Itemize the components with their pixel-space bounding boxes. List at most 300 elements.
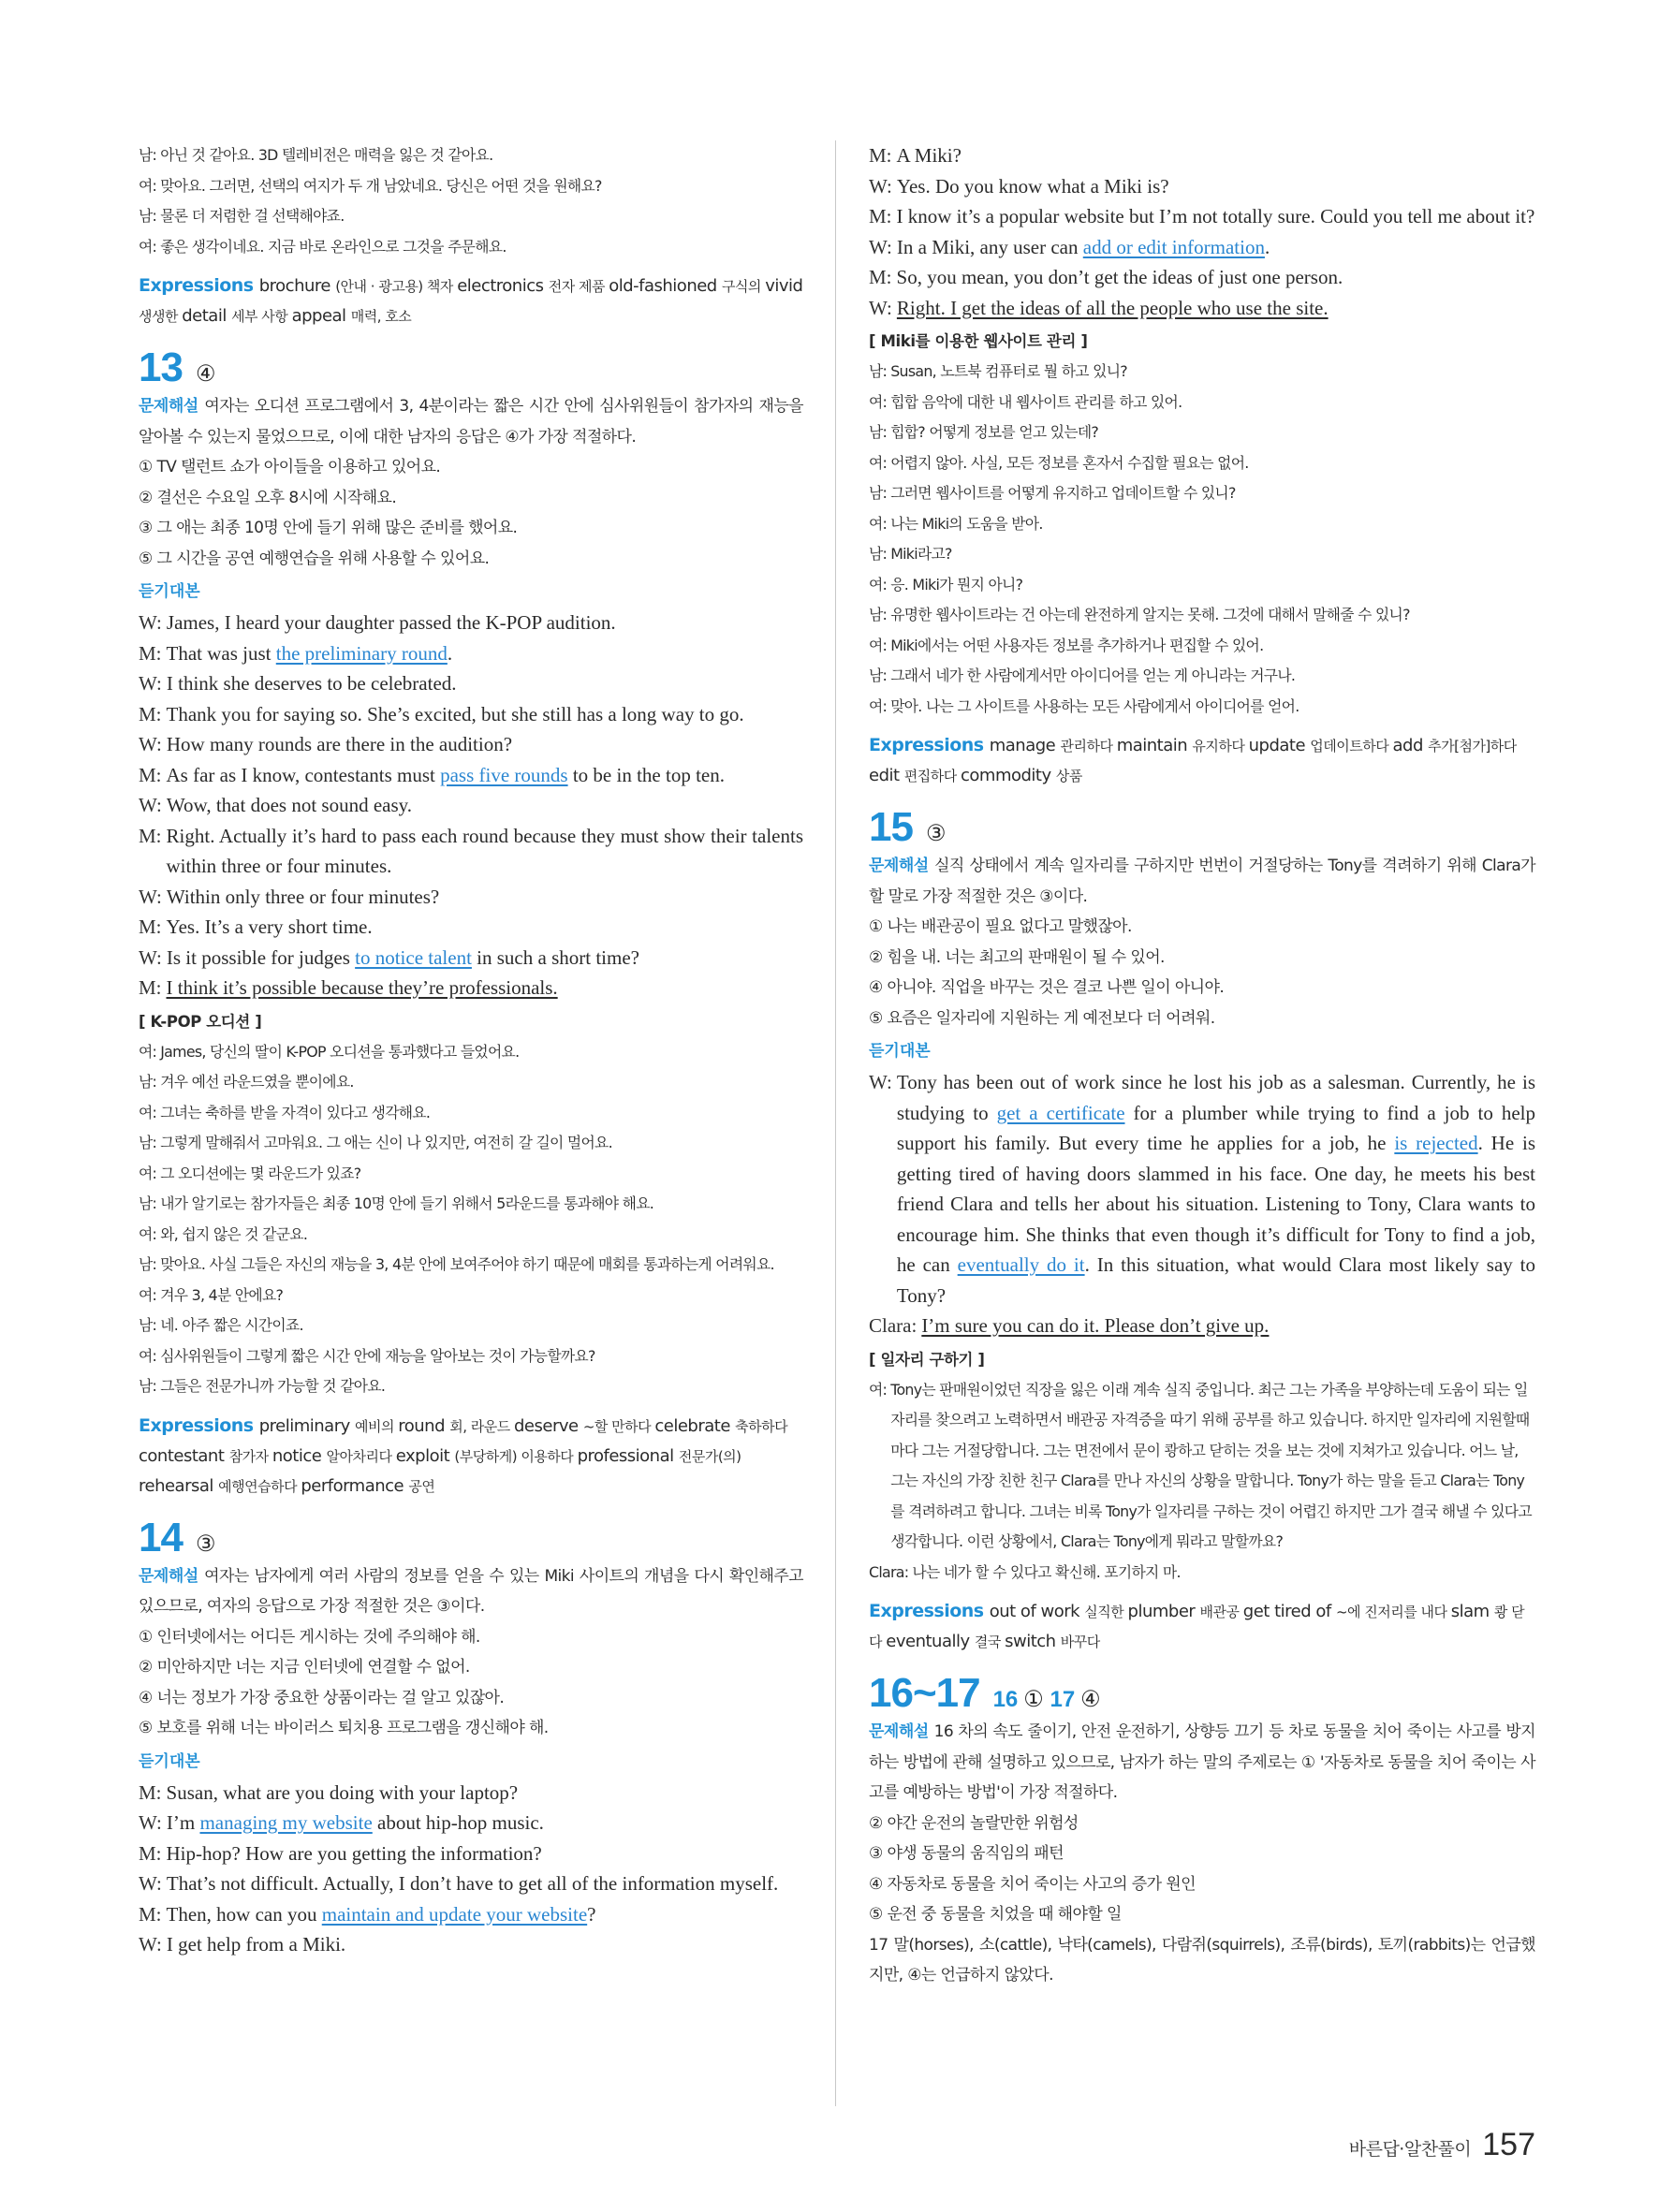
translation-line (139, 1371, 803, 1402)
speaker-label: W: (869, 174, 892, 198)
script-line (139, 882, 803, 913)
speaker-label: 여: (869, 636, 888, 654)
speaker-label: 남: (139, 1377, 157, 1395)
question-number: 14 (139, 1514, 183, 1560)
speaker-label: W: (139, 885, 162, 908)
explanation-text: 차의 속도 줄이기, 안전 운전하기, 상향등 끄기 등 차로 동물을 치어 죽이는 사고를 방지하는 방법에 관해 설명하고 있으므로, 남자가 하는 말의 주제로는 ① '자동차로 동물을 치어 죽이는 사고를 예방하는 방법'이 가장 적절하다. (869, 1722, 1535, 1802)
script-line (869, 1311, 1535, 1341)
left-column (139, 140, 803, 1960)
expression-meaning: 예행연습하다 (218, 1477, 301, 1495)
expression-meaning: (안내 · 광고용) 책자 (335, 278, 458, 295)
key-phrase: add or edit information (1082, 235, 1265, 258)
question-heading (869, 1670, 1535, 1717)
translation-line (869, 509, 1535, 540)
explanation-17 (869, 1930, 1535, 1991)
text-run: Hip-hop? How are you getting the information? (166, 1841, 542, 1865)
column-divider (835, 140, 836, 2106)
translation-line (139, 140, 803, 171)
speaker-label: W: (139, 945, 162, 969)
expressions-label: Expressions (869, 1601, 990, 1621)
expression-word: edit (869, 766, 904, 785)
speaker-label: 여: (139, 237, 157, 256)
expression-meaning: 참가자 (228, 1447, 272, 1465)
translation-line (139, 1128, 803, 1159)
script-line (139, 699, 803, 730)
line-text: Tony는 판매원이었던 직장을 잃은 이래 계속 실직 중입니다. 최근 그는 가족을 부양하는데 도움이 되는 일자리를 찾으려고 노력하면서 배관공 자격증을 따기 위해 공부를 하고 있습니다. 하지만 일자리에 지원할때마다 그는 거절당합니다. 그는 면전에서 문이 쾅하고 닫히는 것을 보는 것에 지쳐가고 있습니다. 어느 날, 그는 자신의 가장 친한 친구 Clara를 만나 자신의 상황을 말합니다. Tony가 하는 말을 듣고 Clara는 Tony를 격려하려고 합니다. 그녀는 비록 Tony가 일자리를 구하는 것이 어렵긴 하지만 그가 결국 해낼 수 있다고 생각합니다. 이런 상황에서, Clara는 Tony에게 뭐라고 말할까요? (890, 1380, 1532, 1550)
expression-word: vivid (765, 276, 803, 296)
line-text: 그래서 네가 한 사람에게서만 아이디어를 얻는 게 아니라는 거구나. (890, 667, 1296, 684)
speaker-label: M: (869, 205, 892, 227)
line-text: 그 오디션에는 몇 라운드가 있죠? (160, 1164, 361, 1182)
script-line (139, 1899, 803, 1930)
speaker-label: W: (139, 794, 162, 816)
answer: ③ (925, 821, 947, 846)
speaker-label: W: (139, 733, 162, 755)
script-line (869, 201, 1535, 232)
translation-line (869, 478, 1535, 509)
key-phrase: I think it’s possible because they’re professionals. (166, 976, 558, 999)
expressions-label: Expressions (869, 735, 990, 755)
text-run: Tony has been out of work since he lost his job as a salesman. Currently, he is studying to (896, 1071, 1535, 1124)
speaker-label: 남: (869, 362, 888, 380)
text-run: ? (587, 1902, 596, 1926)
answer-choice: ④ 자동차로 동물을 치어 죽이는 사고의 증가 원인 (869, 1874, 1196, 1894)
key-phrase: I’m sure you can do it. Please don’t give up. (921, 1314, 1270, 1337)
expression-word: plumber (1127, 1602, 1200, 1621)
answer-number: 17 (1050, 1687, 1076, 1712)
expressions-label: Expressions (139, 1414, 259, 1436)
expression-meaning: 결국 (974, 1633, 1006, 1650)
answer-choice: ⑤ 요즘은 일자리에 지원하는 게 예전보다 더 어려워. (869, 1008, 1215, 1028)
answer-number: 16 (992, 1687, 1019, 1712)
expression-meaning: 유지하다 (1192, 738, 1249, 754)
script-label: 듣기대본 (139, 582, 200, 601)
line-text (162, 973, 803, 1003)
script-line (139, 1778, 803, 1809)
translation-line (139, 1067, 803, 1098)
script-line (139, 1868, 803, 1899)
answer-choice: ① 나는 배관공이 필요 없다고 말했잖아. (869, 917, 1132, 936)
text-run: Wow, that does not sound easy. (166, 794, 413, 816)
answer-choice: ⑤ 운전 중 동물을 치었을 때 해야할 일 (869, 1905, 1122, 1924)
script-line (139, 973, 803, 1003)
key-phrase: eventually do it (957, 1253, 1085, 1276)
expression-meaning: 관리하다 (1060, 738, 1117, 754)
speaker-label: M: (139, 916, 162, 938)
explanation-number: 16 (933, 1722, 959, 1741)
translation-line (869, 448, 1535, 479)
translation-line (869, 417, 1535, 448)
script-line (869, 262, 1535, 293)
key-phrase: to notice talent (355, 945, 472, 969)
speaker-label: 남: (869, 423, 888, 441)
expression-word: notice (272, 1445, 327, 1466)
line-text (162, 699, 803, 730)
explanation-label: 문제해설 (139, 1566, 205, 1586)
text-run: Yes. Do you know what a Miki is? (896, 174, 1169, 198)
expression-word: update (1248, 736, 1311, 755)
text-run: Yes. It’s a very short time. (166, 916, 373, 938)
script-line (139, 1808, 803, 1838)
translation-line (869, 692, 1535, 723)
speaker-label: 남: (869, 667, 888, 684)
speaker-label: M: (139, 1780, 162, 1804)
explanation-label: 문제해설 (869, 1722, 934, 1741)
line-text (162, 912, 803, 943)
answer-choice: ④ 너는 정보가 가장 중요한 상품이라는 걸 알고 있잖아. (139, 1688, 505, 1707)
line-text: 심사위원들이 그렇게 짧은 시간 안에 재능을 알아보는 것이 가능할까요? (160, 1346, 595, 1365)
line-text: 응. Miki가 뭔지 아니? (890, 575, 1023, 593)
translation-line (869, 388, 1535, 418)
line-text: 겨우 예선 라운드였을 뿐이에요. (160, 1073, 354, 1091)
speaker-label: W: (869, 1071, 892, 1093)
expression-word: eventually (886, 1632, 975, 1651)
speaker-label: Clara: (869, 1562, 909, 1581)
line-text (162, 1929, 803, 1960)
answer-choice: ④ 아니야. 직업을 바꾸는 것은 결코 나쁜 일이 아니야. (869, 978, 1225, 997)
line-text: Susan, 노트북 컴퓨터로 뭘 하고 있니? (890, 362, 1127, 380)
speaker-label: 남: (139, 1194, 157, 1212)
text-run: Susan, what are you doing with your laptop? (166, 1780, 519, 1804)
speaker-label: 여: (869, 392, 888, 411)
speaker-label: 여: (869, 514, 888, 533)
speaker-label: 여: (869, 1380, 888, 1399)
expression-meaning: 생생한 (139, 308, 183, 325)
line-text: 그녀는 축하를 받을 자격이 있다고 생각해요. (160, 1103, 431, 1121)
translation-line (869, 570, 1535, 601)
translation-line (869, 1558, 1535, 1589)
line-text: 물론 더 저렴한 걸 선택해야죠. (160, 207, 345, 225)
expression-word: add (1392, 736, 1429, 755)
expression-word: round (398, 1415, 450, 1436)
speaker-label: 남: (869, 606, 888, 623)
answer-choice: ⑤ 그 시간을 공연 예행연습을 위해 사용할 수 있어요. (139, 549, 490, 568)
line-text: Miki에서는 어떤 사용자든 정보를 추가하거나 편집할 수 있어. (890, 636, 1264, 654)
expression-meaning: 공연 (408, 1477, 435, 1495)
speaker-label: M: (139, 641, 162, 665)
key-phrase: maintain and update your website (321, 1902, 588, 1926)
answer-choice: ③ 야생 동물의 움직임의 패턴 (869, 1844, 1064, 1863)
translation-line (139, 1311, 803, 1341)
expression-meaning: 쾅 닫다 (869, 1604, 1525, 1650)
text-run: That was just (166, 641, 276, 665)
speaker-label: 남: (139, 1134, 157, 1151)
line-text (162, 638, 803, 669)
key-phrase: Right. I get the ideas of all the people who use the site. (896, 296, 1329, 319)
line-text (162, 1778, 803, 1809)
speaker-label: 남: (139, 1316, 157, 1334)
text-run: Within only three or four minutes? (166, 885, 440, 908)
line-text (162, 790, 803, 821)
translation-line (869, 600, 1535, 631)
expression-word: professional (577, 1445, 679, 1466)
line-text: 유명한 웹사이트라는 건 아는데 완전하게 알지는 못해. 그것에 대해서 말해줄 수 있니? (890, 606, 1410, 623)
script-label: 듣기대본 (139, 1751, 200, 1771)
page-number: 157 (1482, 2127, 1535, 2162)
speaker-label: 여: (139, 176, 157, 195)
line-text: 그들은 전문가니까 가능할 것 같아요. (160, 1377, 386, 1395)
footer-title: 바른답·알찬풀이 (1348, 2139, 1472, 2160)
speaker-label: W: (139, 611, 162, 634)
expression-word: manage (989, 736, 1061, 755)
expression-word: detail (182, 306, 232, 326)
speaker-label: 남: (869, 545, 888, 563)
expressions-label: Expressions (139, 275, 259, 296)
speaker-label: W: (869, 235, 892, 258)
text-run: I get help from a Miki. (166, 1933, 346, 1956)
answer-choice: ② 미안하지만 너는 지금 인터넷에 연결할 수 없어. (139, 1658, 470, 1677)
line-text: 그러면 웹사이트를 어떻게 유지하고 업데이트할 수 있니? (890, 484, 1236, 502)
key-phrase: managing my website (199, 1811, 373, 1834)
translation-line (139, 232, 803, 263)
expression-word: celebrate (654, 1415, 736, 1436)
line-text: 와, 쉽지 않은 것 같군요. (160, 1224, 308, 1243)
speaker-label: 여: (139, 1285, 157, 1304)
script-line (139, 638, 803, 669)
speaker-label: M: (139, 1841, 162, 1865)
line-text (162, 668, 803, 699)
expression-meaning: 배관공 (1199, 1604, 1243, 1620)
translation-title: [ K-POP 오디션 ] (139, 1012, 262, 1031)
speaker-label: W: (139, 672, 162, 695)
question-number: 13 (139, 344, 183, 390)
line-text (162, 1838, 803, 1869)
script-line (139, 729, 803, 760)
explanation-text: 실직 상태에서 계속 일자리를 구하지만 번번이 거절당하는 Tony를 격려하기 위해 Clara가 할 말로 가장 적절한 것은 ③이다. (869, 857, 1535, 906)
speaker-label: 여: (869, 453, 888, 472)
expression-meaning: 전문가(의) (678, 1447, 741, 1465)
line-text (162, 821, 803, 882)
line-text: 아닌 것 같아요. 3D 텔레비전은 매력을 잃은 것 같아요. (160, 146, 493, 164)
explanation-text: 말(horses), 소(cattle), 낙타(camels), 다람쥐(squirrels), 조류(birds), 토끼(rabbits)는 언급했지만, ④는 언급하지 않았다. (869, 1935, 1535, 1985)
translation-line (139, 1281, 803, 1311)
line-text (162, 608, 803, 638)
speaker-label: M: (869, 266, 892, 288)
speaker-label: M: (139, 976, 162, 999)
answer-choice: ① 인터넷에서는 어디든 게시하는 것에 주의해야 해. (139, 1627, 480, 1647)
key-phrase: pass five rounds (440, 763, 568, 786)
text-run: . He is getting tired of having doors slammed in his face. One day, he meets his best friend Clara and tells her about his situation. Listening to Tony, Clara wants to encourage him. She thinks that even though it’s difficult for Tony to find a job, he can (896, 1132, 1536, 1276)
line-text: 맞아요. 그러면, 선택의 여지가 두 개 남았네요. 당신은 어떤 것을 원해요? (160, 176, 602, 195)
speaker-label: W: (139, 1811, 162, 1834)
explanation-text: 여자는 오디션 프로그램에서 3, 4분이라는 짧은 시간 안에 심사위원들이 참가자의 재능을 알아볼 수 있는지 물었으므로, 이에 대한 남자의 응답은 ④가 가장 적절하다. (139, 397, 804, 447)
script-line (869, 293, 1535, 324)
text-run: Thank you for saying so. She’s excited, but she still has a long way to go. (166, 702, 744, 725)
script-line (139, 1929, 803, 1960)
speaker-label: 남: (139, 1073, 157, 1091)
speaker-label: 여: (139, 1103, 157, 1121)
explanation-label: 문제해설 (869, 857, 935, 875)
script-line (869, 232, 1535, 263)
answer (993, 1686, 1101, 1713)
expressions-box (139, 271, 803, 331)
translation-line (869, 631, 1535, 662)
speaker-label: 남: (139, 1255, 157, 1273)
expression-meaning: 상품 (1055, 768, 1082, 784)
expression-meaning: ~에 진저리를 내다 (1335, 1604, 1451, 1620)
explanation-number: 17 (869, 1935, 894, 1955)
answer-choice: ② 힘을 내. 너는 최고의 판매원이 될 수 있어. (869, 947, 1165, 967)
line-text (917, 1311, 1535, 1341)
line-text: 좋은 생각이네요. 지금 바로 온라인으로 그것을 주문해요. (160, 237, 507, 256)
key-phrase: the preliminary round (275, 641, 448, 665)
line-text: 나는 네가 할 수 있다고 확신해. 포기하지 마. (912, 1562, 1181, 1581)
text-run: in such a short time? (471, 945, 639, 969)
expression-meaning: 구식의 (721, 278, 766, 295)
line-text (162, 1808, 803, 1838)
speaker-label: 여: (869, 575, 888, 593)
expression-word: contestant (139, 1445, 229, 1466)
speaker-label: M: (139, 763, 162, 786)
line-text (892, 171, 1535, 202)
text-run: . (447, 641, 453, 665)
translation-line (869, 539, 1535, 570)
script-line (139, 608, 803, 638)
expression-meaning: 세부 사항 (231, 308, 292, 325)
text-run: Then, how can you (166, 1902, 322, 1926)
expression-meaning: 축하하다 (735, 1417, 788, 1435)
answer: ④ (195, 361, 216, 387)
answer-choice: ⑤ 보호를 위해 너는 바이러스 퇴치용 프로그램을 갱신해야 해. (139, 1719, 549, 1737)
page-footer (1349, 2127, 1535, 2163)
translation-line (139, 1159, 803, 1190)
question-number: 16~17 (869, 1670, 980, 1716)
expression-meaning: 전자 제품 (548, 278, 609, 295)
answer-value: ④ (1080, 1687, 1101, 1712)
expression-meaning: 예비의 (355, 1417, 399, 1435)
expression-meaning: 매력, 호소 (350, 308, 412, 325)
question-heading (139, 344, 803, 391)
text-run: James, I heard your daughter passed the K-POP audition. (166, 611, 616, 634)
speaker-label: 여: (139, 1346, 157, 1365)
script-line (869, 171, 1535, 202)
speaker-label: Clara: (869, 1314, 918, 1337)
line-text (162, 760, 803, 791)
expression-word: get tired of (1242, 1602, 1336, 1621)
line-text: 힙합? 어떻게 정보를 얻고 있는데? (890, 423, 1099, 441)
line-text: 맞아요. 사실 그들은 자신의 재능을 3, 4분 안에 보여주어야 하기 때문에 매회를 통과하는게 어려워요. (160, 1255, 774, 1273)
translation-line (869, 1375, 1535, 1558)
translation-line (869, 661, 1535, 692)
expression-word: switch (1005, 1632, 1061, 1651)
expression-meaning: 회, 라운드 (449, 1417, 514, 1435)
line-text: 그렇게 말해줘서 고마워요. 그 애는 신이 나 있지만, 여전히 갈 길이 멀어요. (160, 1134, 612, 1151)
speaker-label: M: (139, 702, 162, 725)
translation-line (139, 1098, 803, 1129)
speaker-label: W: (139, 1872, 162, 1895)
line-text: Miki라고? (890, 545, 952, 563)
answer-choice: ② 결선은 수요일 오후 8시에 시작해요. (139, 488, 397, 507)
expressions-box (869, 731, 1535, 791)
answer-value: ① (1023, 1687, 1050, 1712)
text-run: A Miki? (896, 144, 962, 167)
speaker-label: M: (139, 824, 162, 847)
explanation (869, 851, 1535, 912)
line-text (892, 232, 1535, 263)
expressions-box (139, 1412, 803, 1502)
script-line (139, 790, 803, 821)
text-run: . (1264, 235, 1270, 258)
script-line (139, 668, 803, 699)
speaker-label: 남: (869, 484, 888, 502)
line-text (162, 1899, 803, 1930)
line-text (162, 729, 803, 760)
expression-word: deserve (514, 1415, 583, 1436)
translation-line (139, 1037, 803, 1068)
line-text: 네. 아주 짧은 시간이죠. (160, 1316, 303, 1334)
speaker-label: 여: (139, 1224, 157, 1243)
text-run: As far as I know, contestants must (166, 763, 441, 786)
expression-word: rehearsal (139, 1475, 219, 1496)
line-text: 내가 알기로는 참가자들은 최종 10명 안에 들기 위해서 5라운드를 통과해야 해요. (160, 1194, 654, 1212)
translation-line (139, 1250, 803, 1281)
line-text (892, 262, 1535, 293)
expression-word: maintain (1116, 736, 1193, 755)
script-line (139, 943, 803, 974)
expression-meaning: ~할 만하다 (582, 1417, 655, 1435)
translation-line (139, 201, 803, 232)
text-run: Is it possible for judges (166, 945, 356, 969)
line-text (162, 1868, 803, 1899)
expression-meaning: 알아차리다 (326, 1447, 396, 1465)
text-run: So, you mean, you don’t get the ideas of just one person. (896, 266, 1343, 288)
line-text: 맞아. 나는 그 사이트를 사용하는 모든 사람에게서 아이디어를 얻어. (890, 696, 1299, 715)
expression-word: exploit (395, 1445, 455, 1466)
expression-word: performance (301, 1475, 409, 1496)
answer: ③ (195, 1531, 216, 1557)
script-line (869, 140, 1535, 171)
explanation (869, 1717, 1535, 1809)
speaker-label: 여: (139, 1042, 157, 1061)
translation-title: [ Miki를 이용한 웹사이트 관리 ] (869, 332, 1088, 350)
expression-word: old-fashioned (609, 276, 722, 296)
expression-meaning: 추가[첨가]하다 (1428, 738, 1517, 754)
answer-choice: ① TV 탤런트 쇼가 아이들을 이용하고 있어요. (139, 458, 441, 476)
speaker-label: W: (139, 1933, 162, 1956)
text-run: about hip-hop music. (372, 1811, 544, 1834)
answer-choice: ③ 그 애는 최종 10명 안에 들기 위해 많은 준비를 했어요. (139, 519, 518, 537)
speaker-label: M: (869, 144, 892, 167)
expression-word: out of work (989, 1602, 1085, 1621)
line-text (892, 1067, 1535, 1311)
text-run: In a Miki, any user can (896, 235, 1083, 258)
explanation-text: 여자는 남자에게 여러 사람의 정보를 얻을 수 있는 Miki 사이트의 개념을 다시 확인해주고 있으므로, 여자의 응답으로 가장 적절한 것은 ③이다. (139, 1566, 804, 1616)
speaker-label: 남: (139, 146, 157, 164)
text-run: . In this situation, what would Clara most likely say to Tony? (896, 1253, 1536, 1307)
explanation (139, 1561, 803, 1622)
translation-line (139, 171, 803, 202)
expression-word: appeal (291, 306, 351, 326)
expression-word: electronics (457, 276, 549, 296)
right-column (869, 140, 1535, 1991)
script-line (139, 912, 803, 943)
expression-word: slam (1450, 1602, 1494, 1621)
line-text (892, 201, 1535, 232)
explanation-label: 문제해설 (139, 397, 205, 416)
translation-line (139, 1341, 803, 1372)
expression-meaning: (부당하게) 이용하다 (454, 1447, 578, 1465)
answer-choice: ② 야간 운전의 놀랄만한 위험성 (869, 1813, 1079, 1833)
line-text: 힙합 음악에 대한 내 웹사이트 관리를 하고 있어. (890, 392, 1182, 411)
script-line (139, 760, 803, 791)
text-run: That’s not difficult. Actually, I don’t have to get all of the information myself. (166, 1872, 779, 1895)
line-text (892, 140, 1535, 171)
translation-line (139, 1220, 803, 1251)
text-run: for a plumber while trying to find a job to help support his family. But every time he applies for a job, he (896, 1101, 1535, 1154)
expression-meaning: 업데이트하다 (1310, 738, 1393, 754)
expressions-box (869, 1597, 1535, 1657)
question-heading (869, 804, 1535, 851)
